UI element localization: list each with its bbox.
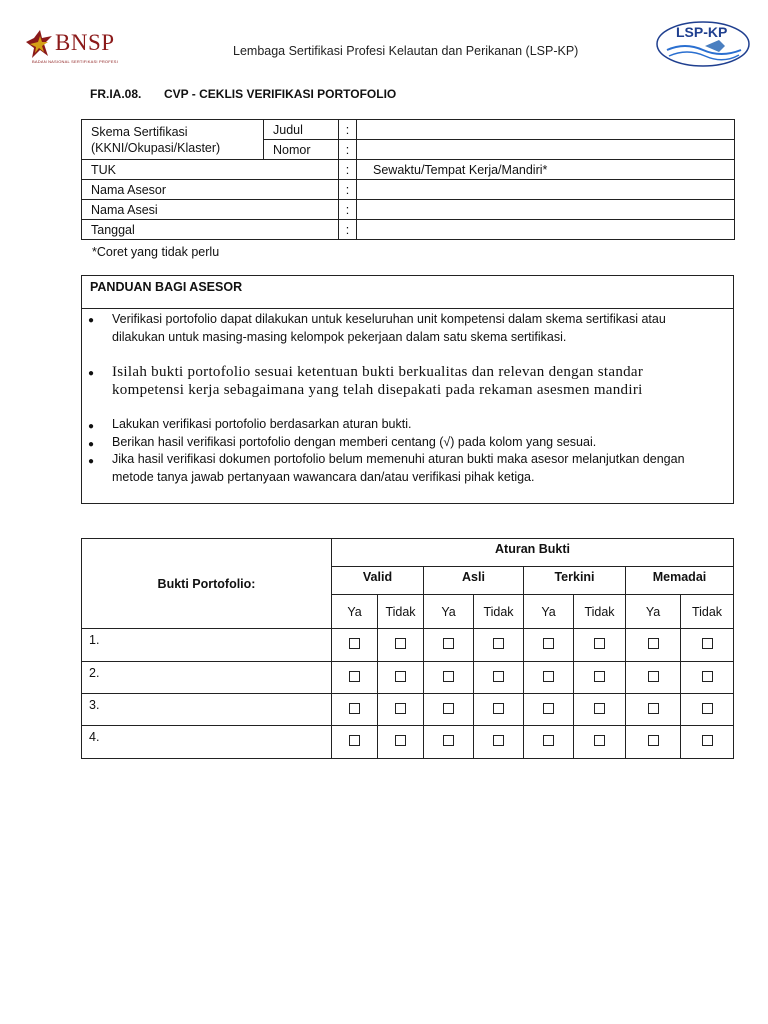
table-row (82, 726, 734, 759)
checkbox[interactable] (543, 638, 554, 649)
ya-header: Ya (524, 595, 574, 629)
checkbox[interactable] (349, 703, 360, 714)
checkbox[interactable] (702, 638, 713, 649)
checkbox[interactable] (493, 638, 504, 649)
table-row (82, 629, 734, 662)
ya-header: Ya (626, 595, 681, 629)
asesor-label: Nama Asesor (82, 180, 339, 200)
nomor-label: Nomor (264, 140, 339, 160)
tanggal-field[interactable] (357, 220, 735, 240)
checkbox[interactable] (395, 671, 406, 682)
bnsp-emblem-icon (24, 28, 56, 62)
checkbox[interactable] (493, 703, 504, 714)
criteria-valid: Valid (332, 567, 424, 595)
tuk-field[interactable]: Sewaktu/Tempat Kerja/Mandiri* (357, 160, 735, 180)
checkbox[interactable] (395, 735, 406, 746)
panduan-box (81, 275, 734, 504)
skema-label: Skema Sertifikasi (KKNI/Okupasi/Klaster) (82, 120, 264, 160)
checkbox[interactable] (594, 735, 605, 746)
checkbox[interactable] (349, 638, 360, 649)
checkbox[interactable] (702, 735, 713, 746)
checkbox[interactable] (648, 671, 659, 682)
bukti-portofolio-header: Bukti Portofolio: (82, 539, 332, 629)
bnsp-logo-text: BNSP (55, 30, 115, 55)
colon: : (339, 220, 357, 240)
guide-item: Isilah bukti portofolio sesuai ketentuan bukti berkualitas dan relevan dengan standar kompetensi kerja sebagaimana yang telah disepakati pada rekaman asesmen mandiri (112, 364, 644, 398)
guide-item: Verifikasi portofolio dapat dilakukan untuk keseluruhan unit kompetensi dalam skema sertifikasi atau dilakukan untuk masing-masing kelompok pekerjaan dalam satu skema sertifikasi. (112, 312, 666, 344)
judul-field[interactable] (357, 120, 735, 140)
checkbox[interactable] (543, 671, 554, 682)
row-number: 3. (82, 694, 332, 726)
ya-header: Ya (332, 595, 378, 629)
criteria-asli: Asli (424, 567, 524, 595)
colon: : (339, 200, 357, 220)
panduan-title: PANDUAN BAGI ASESOR (90, 280, 243, 294)
bullet-icon: ● (88, 315, 95, 326)
tuk-label: TUK (82, 160, 339, 180)
lsp-kp-logo-text: LSP-KP (676, 24, 728, 40)
tidak-header: Tidak (474, 595, 524, 629)
aturan-bukti-header: Aturan Bukti (332, 539, 734, 567)
checkbox[interactable] (543, 735, 554, 746)
checkbox[interactable] (543, 703, 554, 714)
form-title: CVP - CEKLIS VERIFIKASI PORTOFOLIO (164, 87, 397, 101)
checkbox[interactable] (594, 703, 605, 714)
checkbox[interactable] (493, 735, 504, 746)
criteria-memadai: Memadai (626, 567, 734, 595)
colon: : (339, 120, 357, 140)
bullet-icon: ● (88, 421, 95, 432)
checkbox[interactable] (443, 703, 454, 714)
ya-header: Ya (424, 595, 474, 629)
checkbox[interactable] (349, 735, 360, 746)
row-number: 1. (82, 629, 332, 662)
coret-note: *Coret yang tidak perlu (92, 245, 220, 259)
header-title: Lembaga Sertifikasi Profesi Kelautan dan Perikanan (LSP-KP) (233, 44, 579, 58)
guide-item: Berikan hasil verifikasi portofolio dengan memberi centang (√) pada kolom yang sesuai. (112, 435, 597, 449)
info-table (81, 119, 735, 240)
form-code: FR.IA.08. (90, 87, 142, 101)
tidak-header: Tidak (574, 595, 626, 629)
checkbox[interactable] (443, 671, 454, 682)
checkbox[interactable] (349, 671, 360, 682)
guide-item: Lakukan verifikasi portofolio berdasarkan aturan bukti. (112, 417, 412, 431)
asesi-label: Nama Asesi (82, 200, 339, 220)
asesor-field[interactable] (357, 180, 735, 200)
bullet-icon: ● (88, 368, 95, 379)
bullet-icon: ● (88, 456, 95, 467)
checkbox[interactable] (395, 703, 406, 714)
table-row (82, 662, 734, 694)
checkbox[interactable] (443, 735, 454, 746)
bukti-portofolio-table (81, 538, 734, 759)
asesi-field[interactable] (357, 200, 735, 220)
nomor-field[interactable] (357, 140, 735, 160)
checkbox[interactable] (594, 638, 605, 649)
checkbox[interactable] (648, 703, 659, 714)
checkbox[interactable] (648, 735, 659, 746)
checkbox[interactable] (702, 671, 713, 682)
colon: : (339, 180, 357, 200)
checkbox[interactable] (648, 638, 659, 649)
checkbox[interactable] (443, 638, 454, 649)
bnsp-logo-subtitle: BADAN NASIONAL SERTIFIKASI PROFESI (32, 59, 118, 64)
colon: : (339, 140, 357, 160)
tidak-header: Tidak (378, 595, 424, 629)
table-row (82, 694, 734, 726)
checkbox[interactable] (594, 671, 605, 682)
checkbox[interactable] (702, 703, 713, 714)
checkbox[interactable] (395, 638, 406, 649)
tanggal-label: Tanggal (82, 220, 339, 240)
guide-item: Jika hasil verifikasi dokumen portofolio belum memenuhi aturan bukti maka asesor melanjutkan dengan metode tanya jawab pertanyaan wawancara dan/atau verifikasi pihak ketiga. (112, 452, 685, 484)
colon: : (339, 160, 357, 180)
row-number: 2. (82, 662, 332, 694)
judul-label: Judul (264, 120, 339, 140)
criteria-terkini: Terkini (524, 567, 626, 595)
tidak-header: Tidak (681, 595, 734, 629)
row-number: 4. (82, 726, 332, 759)
checkbox[interactable] (493, 671, 504, 682)
bullet-icon: ● (88, 439, 95, 450)
